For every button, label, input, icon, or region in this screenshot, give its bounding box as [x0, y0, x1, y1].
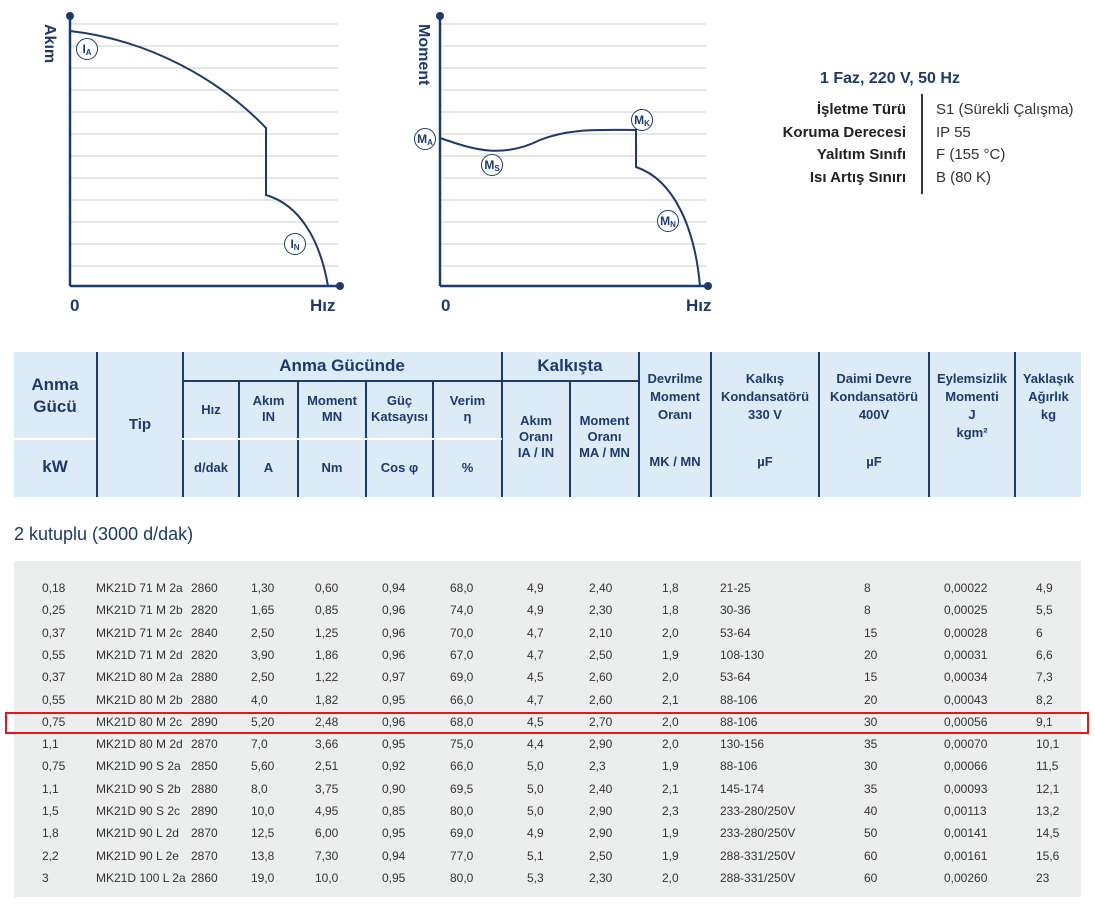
hdr-tip: Tip: [128, 416, 152, 433]
cell-efficiency: 77,0: [450, 848, 474, 863]
cell-speed: 2850: [191, 759, 218, 774]
hdr-kalkista: Kalkışta: [537, 356, 603, 375]
cell-cosphi: 0,85: [382, 804, 406, 818]
cell-current-ratio: 4,5: [527, 670, 544, 685]
hdr-kw: kW: [42, 457, 68, 476]
cell-power: 1,1: [42, 737, 59, 752]
cell-torque: 2,51: [315, 759, 339, 774]
cell-breakdown-ratio: 1,8: [662, 581, 679, 595]
cell-current: 10,0: [251, 804, 275, 818]
cell-breakdown-ratio: 1,9: [662, 759, 679, 774]
cell-run-cap: 15: [864, 625, 878, 640]
cell-breakdown-ratio: 2,0: [662, 714, 679, 729]
cell-start-cap: 130-156: [720, 737, 765, 752]
right-chart-xlabel: Hız: [686, 296, 712, 315]
cell-efficiency: 80,0: [450, 870, 474, 885]
cell-start-cap: 21-25: [720, 581, 751, 595]
cell-efficiency: 67,0: [450, 647, 474, 662]
cell-inertia: 0,00066: [944, 759, 988, 774]
right-chart-origin: 0: [441, 296, 451, 315]
cell-start-cap: 88-106: [720, 692, 758, 707]
cell-efficiency: 69,5: [450, 781, 474, 796]
cell-breakdown-ratio: 2,0: [662, 670, 679, 685]
cell-torque-ratio: 2,50: [589, 848, 613, 863]
hdr-verim-unit: %: [461, 460, 474, 475]
cell-torque: 1,22: [315, 670, 339, 685]
cell-inertia: 0,00070: [944, 737, 988, 752]
cell-type: MK21D 90 L 2d: [96, 826, 179, 841]
cell-speed: 2870: [191, 826, 218, 841]
cell-cosphi: 0,95: [382, 826, 406, 841]
cell-inertia: 0,00028: [944, 625, 988, 640]
cell-start-cap: 53-64: [720, 670, 751, 685]
cell-weight: 11,5: [1036, 759, 1059, 774]
cell-current-ratio: 4,9: [527, 603, 544, 618]
cell-torque-ratio: 2,60: [589, 670, 613, 685]
cell-current: 2,50: [251, 625, 275, 640]
cell-speed: 2870: [191, 848, 218, 863]
hdr-akim-orani: Akım Oranı IA / IN: [517, 413, 555, 460]
cell-cosphi: 0,95: [382, 870, 406, 885]
cell-inertia: 0,00043: [944, 692, 988, 707]
cell-start-cap: 30-36: [720, 603, 751, 618]
marker-ma: $M_A$: [414, 128, 436, 150]
hdr-hiz: Hız: [201, 402, 221, 417]
cell-current-ratio: 5,3: [527, 870, 544, 885]
cell-torque-ratio: 2,90: [589, 804, 613, 818]
cell-torque: 3,75: [315, 781, 339, 796]
cell-weight: 15,6: [1036, 848, 1060, 863]
marker-in: $I_N$: [284, 233, 306, 255]
hdr-guc-unit: Cos φ: [380, 460, 419, 475]
cell-efficiency: 68,0: [450, 581, 474, 595]
cell-run-cap: 60: [864, 848, 878, 863]
cell-run-cap: 35: [864, 737, 878, 752]
cell-torque-ratio: 2,30: [589, 870, 613, 885]
cell-cosphi: 0,90: [382, 781, 406, 796]
cell-weight: 4,9: [1036, 581, 1053, 595]
cell-cosphi: 0,94: [382, 581, 406, 595]
specs-divider: [921, 94, 923, 194]
hdr-eylemsizlik: Eylemsizlik Momenti J kgm²: [936, 371, 1008, 440]
left-chart-ylabel: Akım: [41, 24, 58, 64]
cell-weight: 23: [1036, 870, 1050, 885]
cell-current-ratio: 4,9: [527, 826, 544, 841]
cell-cosphi: 0,96: [382, 714, 406, 729]
cell-start-cap: 233-280/250V: [720, 826, 796, 841]
highlight-row-box: [5, 712, 1089, 734]
cell-current: 12,5: [251, 826, 275, 841]
hdr-devrilme: Devrilme Moment Oranı: [647, 371, 703, 422]
cell-current: 19,0: [251, 870, 275, 885]
cell-type: MK21D 71 M 2d: [96, 647, 183, 662]
cell-torque: 6,00: [315, 826, 339, 841]
cell-breakdown-ratio: 1,9: [662, 826, 679, 841]
cell-torque: 10,0: [315, 870, 339, 885]
cell-start-cap: 108-130: [720, 647, 765, 662]
cell-run-cap: 20: [864, 692, 878, 707]
cell-cosphi: 0,96: [382, 647, 406, 662]
right-chart-ylabel: Moment: [415, 24, 432, 86]
torque-speed-chart: [400, 0, 720, 300]
cell-torque: 2,48: [315, 714, 339, 729]
hdr-moment-unit: Nm: [321, 460, 343, 475]
cell-current-ratio: 5,0: [527, 759, 544, 774]
cell-inertia: 0,00056: [944, 714, 988, 729]
cell-cosphi: 0,97: [382, 670, 406, 685]
cell-cosphi: 0,96: [382, 603, 406, 618]
cell-run-cap: 30: [864, 714, 878, 729]
cell-inertia: 0,00022: [944, 581, 988, 595]
cell-power: 3: [42, 870, 49, 885]
hdr-akim: Akım IN: [252, 393, 285, 424]
cell-run-cap: 40: [864, 804, 878, 818]
cell-power: 0,75: [42, 759, 66, 774]
cell-efficiency: 68,0: [450, 714, 474, 729]
cell-run-cap: 15: [864, 670, 878, 685]
cell-torque: 4,95: [315, 804, 339, 818]
hdr-devrilme-unit: MK / MN: [649, 454, 701, 469]
specs-title: 1 Faz, 220 V, 50 Hz: [820, 70, 960, 87]
cell-inertia: 0,00025: [944, 603, 988, 618]
cell-inertia: 0,00260: [944, 870, 988, 885]
spec-val-isi: B (80 K): [936, 169, 992, 186]
cell-speed: 2870: [191, 737, 218, 752]
cell-breakdown-ratio: 2,0: [662, 625, 679, 640]
cell-speed: 2880: [191, 670, 218, 685]
cell-breakdown-ratio: 2,0: [662, 870, 679, 885]
cell-current: 1,30: [251, 581, 275, 595]
cell-type: MK21D 80 M 2a: [96, 670, 183, 685]
cell-current: 7,0: [251, 737, 268, 752]
cell-type: MK21D 71 M 2b: [96, 603, 183, 618]
cell-current-ratio: 5,0: [527, 781, 544, 796]
cell-torque: 1,25: [315, 625, 339, 640]
cell-current: 3,90: [251, 647, 275, 662]
cell-current-ratio: 4,4: [527, 737, 544, 752]
spec-val-koruma: IP 55: [936, 124, 971, 141]
cell-torque: 0,85: [315, 603, 339, 618]
cell-current-ratio: 4,7: [527, 692, 544, 707]
section-title: 2 kutuplu (3000 d/dak): [14, 524, 194, 544]
cell-speed: 2890: [191, 714, 218, 729]
cell-type: MK21D 80 M 2c: [96, 714, 183, 729]
marker-ia: $I_A$: [76, 38, 98, 60]
cell-breakdown-ratio: 2,0: [662, 737, 679, 752]
hdr-moment: Moment MN: [307, 393, 357, 424]
cell-weight: 6: [1036, 625, 1043, 640]
hdr-agirlik: Yaklaşık Ağırlık kg: [1022, 371, 1075, 422]
cell-type: MK21D 80 M 2b: [96, 692, 183, 707]
cell-current-ratio: 4,7: [527, 625, 544, 640]
cell-torque-ratio: 2,3: [589, 759, 606, 774]
spec-key-yalitim: Yalıtım Sınıfı: [816, 146, 906, 163]
cell-weight: 8,2: [1036, 692, 1053, 707]
cell-power: 0,37: [42, 670, 66, 685]
cell-efficiency: 70,0: [450, 625, 474, 640]
cell-efficiency: 66,0: [450, 692, 474, 707]
cell-start-cap: 88-106: [720, 714, 758, 729]
cell-power: 1,5: [42, 804, 59, 818]
cell-current: 1,65: [251, 603, 275, 618]
cell-current: 8,0: [251, 781, 268, 796]
cell-cosphi: 0,95: [382, 692, 406, 707]
marker-mn: $M_N$: [657, 210, 679, 232]
cell-efficiency: 80,0: [450, 804, 474, 818]
cell-current-ratio: 4,9: [527, 581, 544, 595]
cell-type: MK21D 100 L 2a: [96, 870, 186, 885]
cell-torque-ratio: 2,50: [589, 647, 613, 662]
cell-inertia: 0,00113: [944, 804, 987, 818]
cell-torque: 0,60: [315, 581, 339, 595]
hdr-hiz-unit: d/dak: [194, 460, 228, 475]
cell-speed: 2820: [191, 647, 218, 662]
marker-mk: $M_K$: [631, 109, 653, 131]
cell-type: MK21D 90 S 2c: [96, 804, 181, 818]
cell-torque-ratio: 2,30: [589, 603, 613, 618]
cell-torque-ratio: 2,90: [589, 737, 613, 752]
cell-efficiency: 69,0: [450, 826, 474, 841]
hdr-kalkis-kond: Kalkış Kondansatörü 330 V: [720, 371, 810, 422]
marker-ms: $M_S$: [481, 154, 503, 176]
cell-efficiency: 75,0: [450, 737, 474, 752]
spec-key-isi: Isı Artış Sınırı: [809, 169, 906, 186]
hdr-akim-unit: A: [263, 460, 274, 475]
cell-cosphi: 0,92: [382, 759, 406, 774]
cell-speed: 2860: [191, 581, 218, 595]
cell-current: 5,60: [251, 759, 275, 774]
cell-weight: 14,5: [1036, 826, 1060, 841]
spec-val-yalitim: F (155 °C): [936, 146, 1006, 163]
cell-torque: 3,66: [315, 737, 339, 752]
cell-power: 0,37: [42, 625, 66, 640]
cell-type: MK21D 90 S 2a: [96, 759, 181, 774]
cell-current: 5,20: [251, 714, 275, 729]
cell-run-cap: 20: [864, 647, 878, 662]
cell-type: MK21D 71 M 2a: [96, 581, 183, 595]
cell-power: 1,1: [42, 781, 59, 796]
cell-current-ratio: 4,5: [527, 714, 544, 729]
cell-current-ratio: 5,1: [527, 848, 544, 863]
cell-inertia: 0,00141: [944, 826, 988, 841]
cell-inertia: 0,00161: [944, 848, 988, 863]
cell-breakdown-ratio: 2,1: [662, 781, 679, 796]
hdr-verim: Verim η: [449, 393, 486, 424]
spec-key-koruma: Koruma Derecesi: [782, 124, 906, 141]
cell-inertia: 0,00093: [944, 781, 988, 796]
cell-power: 0,25: [42, 603, 66, 618]
cell-cosphi: 0,95: [382, 737, 406, 752]
cell-efficiency: 74,0: [450, 603, 474, 618]
spec-key-isletme: İşletme Türü: [816, 101, 906, 118]
cell-cosphi: 0,94: [382, 848, 406, 863]
cell-breakdown-ratio: 2,3: [662, 804, 679, 818]
cell-type: MK21D 80 M 2d: [96, 737, 183, 752]
cell-type: MK21D 90 L 2e: [96, 848, 179, 863]
hdr-anma-gucu: Anma Gücü: [31, 375, 79, 416]
left-chart-origin: 0: [70, 296, 80, 315]
cell-speed: 2890: [191, 804, 218, 818]
cell-weight: 13,2: [1036, 804, 1060, 818]
cell-current: 2,50: [251, 670, 275, 685]
cell-type: MK21D 71 M 2c: [96, 625, 183, 640]
cell-run-cap: 8: [864, 603, 871, 618]
cell-start-cap: 288-331/250V: [720, 848, 796, 863]
cell-start-cap: 288-331/250V: [720, 870, 796, 885]
cell-weight: 12,1: [1036, 781, 1060, 796]
cell-weight: 10,1: [1036, 737, 1060, 752]
cell-speed: 2880: [191, 781, 218, 796]
cell-run-cap: 8: [864, 581, 871, 595]
cell-torque-ratio: 2,90: [589, 826, 613, 841]
cell-current: 13,8: [251, 848, 275, 863]
cell-run-cap: 30: [864, 759, 878, 774]
cell-power: 0,18: [42, 581, 66, 595]
cell-current: 4,0: [251, 692, 268, 707]
hdr-daimi-kond: Daimi Devre Kondansatörü 400V: [829, 371, 919, 422]
cell-efficiency: 69,0: [450, 670, 474, 685]
cell-power: 0,55: [42, 647, 66, 662]
cell-torque-ratio: 2,40: [589, 581, 613, 595]
cell-weight: 5,5: [1036, 603, 1053, 618]
cell-weight: 7,3: [1036, 670, 1053, 685]
cell-run-cap: 60: [864, 870, 878, 885]
hdr-kalkis-unit: µF: [757, 454, 773, 469]
cell-weight: 9,1: [1036, 714, 1053, 729]
cell-torque: 1,86: [315, 647, 339, 662]
cell-breakdown-ratio: 1,9: [662, 848, 679, 863]
cell-type: MK21D 90 S 2b: [96, 781, 181, 796]
cell-power: 0,75: [42, 714, 66, 729]
cell-inertia: 0,00031: [944, 647, 988, 662]
cell-breakdown-ratio: 2,1: [662, 692, 679, 707]
cell-start-cap: 53-64: [720, 625, 751, 640]
cell-start-cap: 233-280/250V: [720, 804, 796, 818]
cell-breakdown-ratio: 1,9: [662, 647, 679, 662]
cell-power: 0,55: [42, 692, 66, 707]
cell-power: 1,8: [42, 826, 59, 841]
cell-current-ratio: 5,0: [527, 804, 544, 818]
cell-power: 2,2: [42, 848, 59, 863]
cell-speed: 2860: [191, 870, 218, 885]
cell-speed: 2880: [191, 692, 218, 707]
left-chart-xlabel: Hız: [310, 296, 336, 315]
cell-torque: 7,30: [315, 848, 339, 863]
cell-torque-ratio: 2,10: [589, 625, 613, 640]
cell-cosphi: 0,96: [382, 625, 406, 640]
cell-breakdown-ratio: 1,8: [662, 603, 679, 618]
hdr-daimi-unit: µF: [866, 454, 882, 469]
hdr-guc: Güç Katsayısı: [370, 393, 429, 424]
cell-inertia: 0,00034: [944, 670, 988, 685]
hdr-anma-gucunde: Anma Gücünde: [279, 356, 405, 375]
cell-current-ratio: 4,7: [527, 647, 544, 662]
cell-torque: 1,82: [315, 692, 339, 707]
cell-efficiency: 66,0: [450, 759, 474, 774]
spec-val-isletme: S1 (Sürekli Çalışma): [936, 101, 1074, 118]
cell-run-cap: 35: [864, 781, 878, 796]
cell-speed: 2820: [191, 603, 218, 618]
cell-torque-ratio: 2,40: [589, 781, 613, 796]
cell-torque-ratio: 2,70: [589, 714, 613, 729]
cell-run-cap: 50: [864, 826, 878, 841]
hdr-moment-orani: Moment Oranı MA / MN: [579, 413, 630, 460]
cell-start-cap: 145-174: [720, 781, 765, 796]
cell-speed: 2840: [191, 625, 218, 640]
cell-torque-ratio: 2,60: [589, 692, 613, 707]
cell-weight: 6,6: [1036, 647, 1053, 662]
cell-start-cap: 88-106: [720, 759, 758, 774]
